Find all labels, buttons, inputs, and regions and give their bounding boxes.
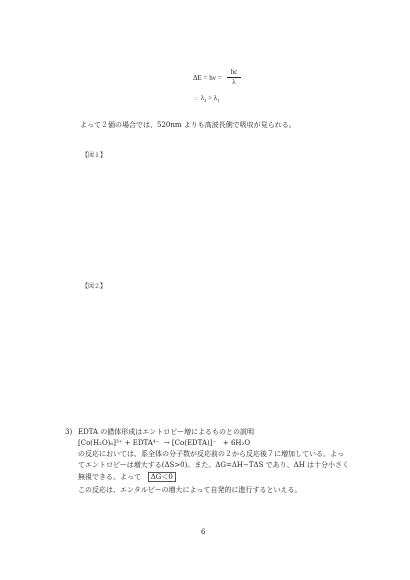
reaction-reactants: [Co(H₂O)₆]³⁺ + EDTA⁴⁻ [78,439,160,447]
page-number: 6 [201,528,206,536]
energy-equation [193,74,222,82]
section-3-title: EDTA の錯体形成はエントロピー増によるものとの説明 [78,428,255,436]
explanation-line-4: この反応は、エンタルピーの増大によって自発的に進行するといえる。 [78,486,302,494]
lambda-2: λ [200,94,205,102]
reaction-arrow: → [163,439,170,447]
conclusion-text: よって２価の場合では、520nm よりも高波長側で吸収が見られる。 [80,121,296,129]
equation-lhs: ΔE = hν = [193,74,222,82]
reaction-complex: [Co(EDTA)]⁻ [171,439,217,447]
equation-fraction [227,68,241,88]
lambda-1-subscript: 1 [217,98,220,103]
equation-numerator: hc [230,68,238,76]
reaction-water: + 6H₂O [222,439,251,447]
greater-than: > [208,94,213,102]
reaction-equation [78,438,250,448]
figure-2-label: 【図２】 [82,283,107,290]
delta-g-boxed: ΔG＜0 [148,472,176,482]
explanation-line-2: てエントロピーは増大する(ΔS>0)。また、ΔG=ΔH−TΔS であり、ΔH は十分小さく [78,461,350,469]
equation-denominator: λ [232,78,236,86]
explanation-line-1: の反応においては、系全体の分子数が反応前の２から反応後７に増加している。よっ [78,450,344,458]
explanation-line-3-prefix: 無視できる。よって [78,473,141,481]
lambda-2-subscript: 2 [204,98,207,103]
lambda-1: λ [213,94,218,102]
therefore-symbol: ∴ [194,97,198,102]
explanation-line-3 [78,472,176,482]
section-3-number: 3) [65,428,73,436]
wavelength-relation [194,94,219,102]
figure-1-label: 【図１】 [82,152,107,159]
